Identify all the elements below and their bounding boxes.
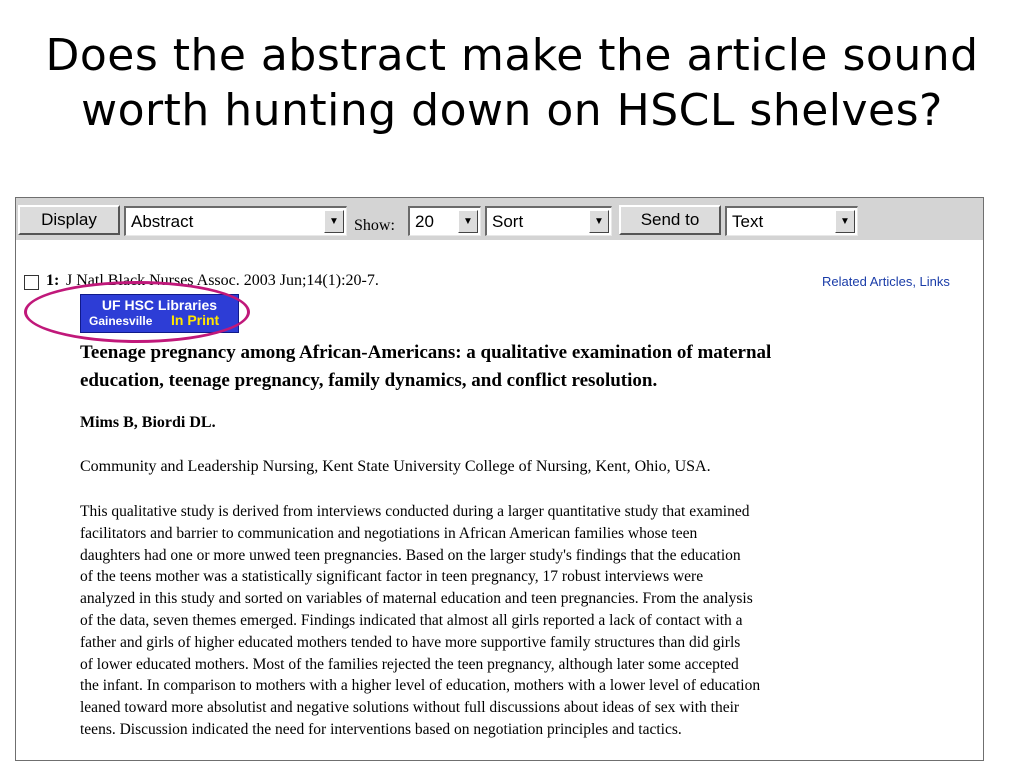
chevron-down-icon[interactable]: ▼ [458,210,478,233]
logo-line-2: Gainesville [89,314,153,328]
abstract-line: of the data, seven themes emerged. Findings indicated that almost all girls reported a lack of contact with a [80,611,743,629]
abstract-line: father and girls of higher educated mothers tended to have more supportive family structures than did girls [80,633,741,651]
show-count-select[interactable] [408,206,481,236]
chevron-down-icon[interactable]: ▼ [835,210,855,233]
abstract-text [80,501,984,741]
logo-line-1: UF HSC Libraries [101,297,218,313]
show-label: Show: [354,217,395,234]
highlight-ellipse [24,281,250,343]
logo-line-3: In Print [171,312,220,328]
display-button[interactable]: Display [18,205,120,235]
chevron-down-icon[interactable]: ▼ [589,210,609,233]
show-count-value: 20 [415,212,434,231]
send-to-select[interactable] [725,206,858,236]
display-format-value: Abstract [131,212,194,231]
slide-title-line-1: Does the abstract make the article sound [45,30,979,81]
sort-value: Sort [492,212,524,231]
abstract-line: teens. Discussion indicated the need for interventions based on negotiation principles and tactics. [80,720,682,738]
article-title-line-2: education, teenage pregnancy, family dynamics, and conflict resolution. [80,370,658,391]
send-to-button[interactable]: Send to [619,205,721,235]
record-number: 1: [46,272,60,289]
abstract-line: of lower educated mothers. Most of the families rejected the teen pregnancy, although later some accepted [80,655,739,673]
affiliation: Community and Leadership Nursing, Kent State University College of Nursing, Kent, Ohio, USA. [80,458,711,475]
abstract-line: This qualitative study is derived from interviews conducted during a larger quantitative study that examined [80,503,750,520]
sort-select[interactable] [485,206,612,236]
slide-title [0,28,1024,138]
abstract-line: the infant. In comparison to mothers with a higher level of education, mothers with a lower level of education [80,677,761,695]
abstract-line: analyzed in this study and sorted on variables of maternal education and teen pregnancies. From the analysis [80,590,753,608]
record-checkbox[interactable] [24,275,39,290]
pubmed-screenshot [15,197,984,761]
related-articles-links[interactable]: Related Articles, Links [822,274,950,289]
display-format-select[interactable] [124,206,347,236]
abstract-line: daughters had one or more unwed teen pregnancies. Based on the larger study's findings that the education [80,546,741,564]
abstract-line: of the teens mother was a statistically significant factor in teen pregnancy, 17 robust interviews were [80,568,704,586]
chevron-down-icon[interactable]: ▼ [324,210,344,233]
journal-citation: J Natl Black Nurses Assoc. 2003 Jun;14(1):20-7. [66,272,379,289]
send-to-value: Text [732,212,764,231]
article-title [80,339,980,395]
article-title-line-1: Teenage pregnancy among African-Americans: a qualitative examination of maternal [80,342,772,363]
slide-title-line-2: worth hunting down on HSCL shelves? [81,85,943,136]
authors: Mims B, Biordi DL. [80,414,216,431]
results-toolbar [16,198,983,240]
abstract-line: leaned toward more absolutist and negative solutions without full discussions about ideas of sex with their [80,699,740,717]
abstract-line: facilitators and barrier to communication and negotiations in African American families whose teen [80,524,698,542]
